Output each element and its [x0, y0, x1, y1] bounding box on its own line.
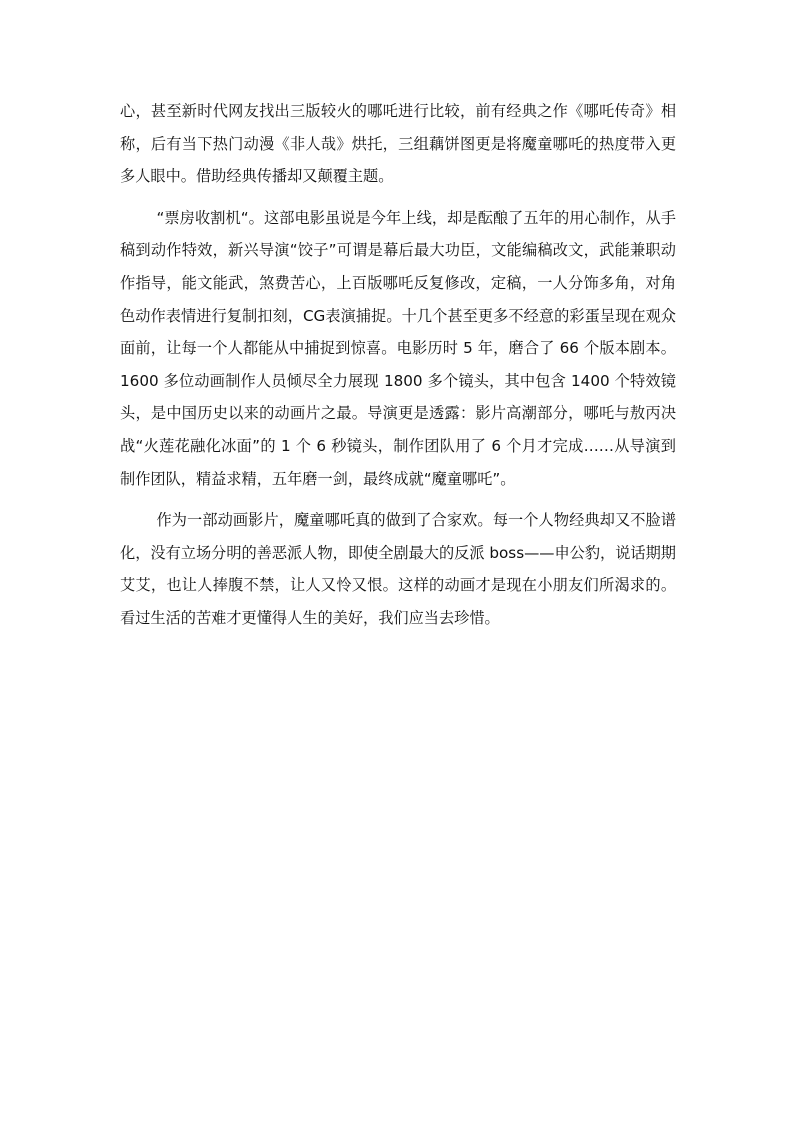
paragraph-3: 作为一部动画影片，魔童哪吒真的做到了合家欢。每一个人物经典却又不脸谱化，没有立场分明的善恶派人物，即使全剧最大的反派 boss——申公豹，说话期期艾艾，也让人捧腹不禁，让人又怜又恨。这样的动画才是现在小朋友们所渴求的。看过生活的苦难才更懂得人生的美好，我们应当去珍惜。	[120, 511, 676, 627]
document-body	[120, 95, 676, 644]
paragraph-2: “票房收割机“。这部电影虽说是今年上线，却是酝酿了五年的用心制作，从手稿到动作特效，新兴导演“饺子”可谓是幕后最大功臣，文能编稿改文，武能兼职动作指导，能文能武，煞费苦心，上百版哪吒反复修改，定稿，一人分饰多角，对角色动作表情进行复制扣刻，CG表演捕捉。十几个甚至更多不经意的彩蛋呈现在观众面前，让每一个人都能从中捕捉到惊喜。电影历时 5 年，磨合了 66 个版本剧本。1600 多位动画制作人员倾尽全力展现 1800 多个镜头，其中包含 1400 个特效镜头，是中国历史以来的动画片之最。导演更是透露：影片高潮部分，哪吒与敖丙决战“火莲花融化冰面”的 1 个 6 秒镜头，制作团队用了 6 个月才完成……从导演到制作团队，精益求精，五年磨一剑，最终成就“魔童哪吒”。	[120, 208, 676, 488]
paragraph-1: 心，甚至新时代网友找出三版较火的哪吒进行比较，前有经典之作《哪吒传奇》相称，后有当下热门动漫《非人哉》烘托，三组藕饼图更是将魔童哪吒的热度带入更多人眼中。借助经典传播却又颠覆主题。	[120, 102, 676, 186]
